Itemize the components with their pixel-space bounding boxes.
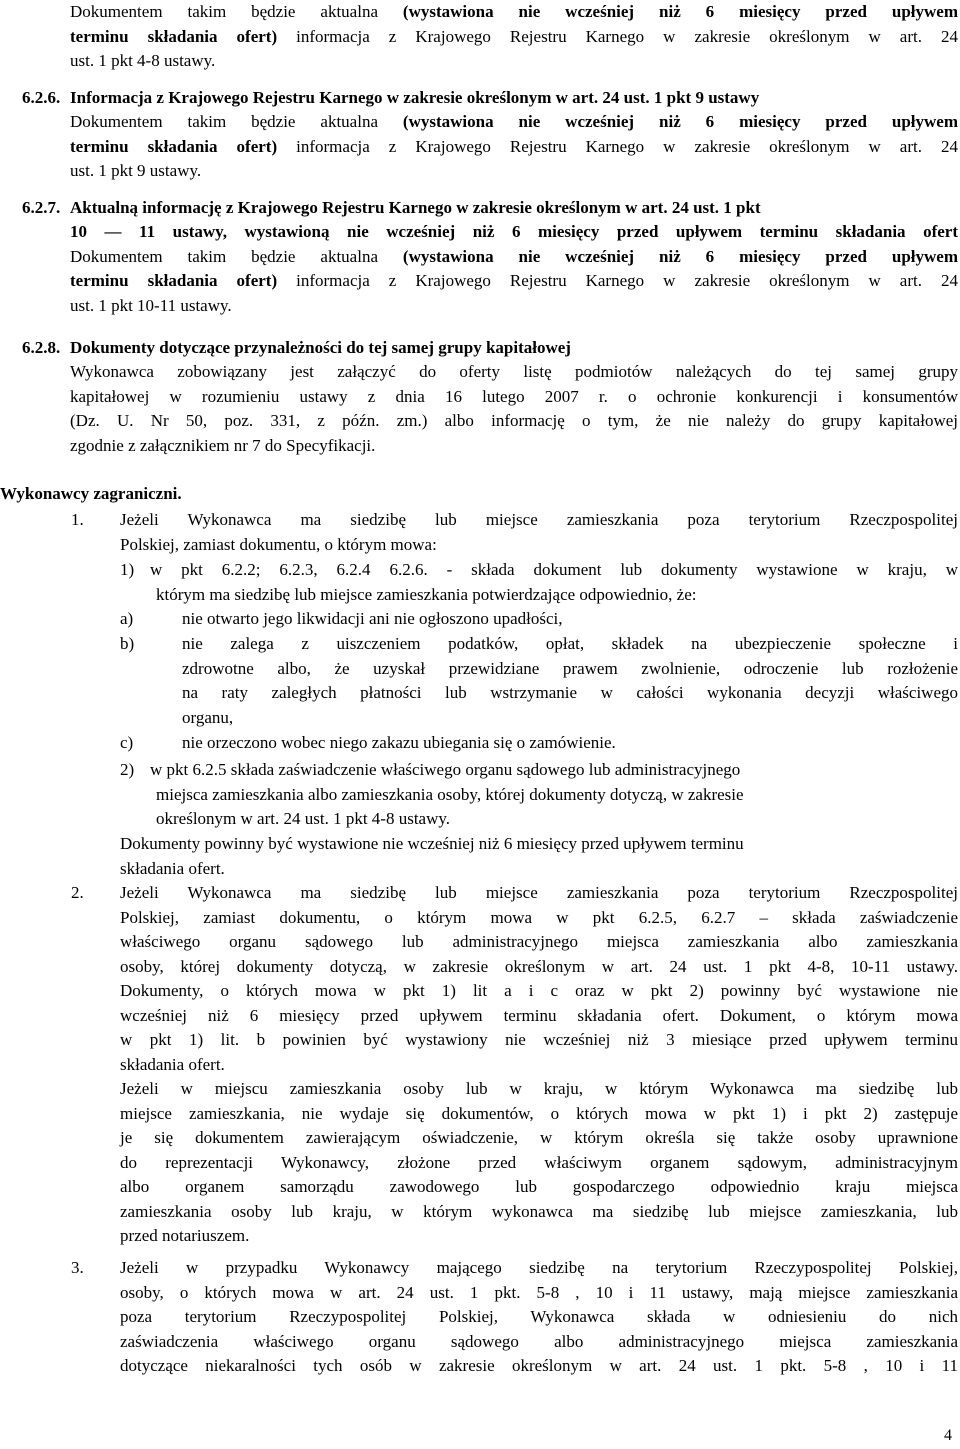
foreign-contractors-heading: Wykonawcy zagraniczni.: [0, 484, 182, 503]
section-number: 6.2.6.: [22, 88, 61, 107]
text-bold: terminu składania ofert): [70, 26, 278, 46]
item-3-line: Jeżeli w przypadku Wykonawcy mającego siedzibę na terytorium Rzeczypospolitej Polskiej,: [120, 1258, 958, 1277]
page-number: 4: [944, 1427, 952, 1444]
sub-b-line-3: na raty zaległych płatności lub wstrzymanie w całości wykonania decyzji właściwego: [182, 683, 958, 702]
text: Dokumentem takim będzie aktualna: [70, 246, 403, 266]
top-line-3: ust. 1 pkt 4-8 ustawy.: [70, 51, 216, 70]
sub-a-marker: a): [120, 609, 134, 628]
item-2-line: właściwego organu sądowego lub administracyjnego miejsca zamieszkania albo zamieszkania: [120, 932, 958, 951]
sub-2-line-1: w pkt 6.2.5 składa zaświadczenie właściwego organu sądowego lub administracyjnego: [150, 760, 741, 779]
item-2-line: przed notariuszem.: [120, 1226, 250, 1245]
item-2-line: wcześniej niż 6 miesięcy przed upływem terminu składania ofert. Dokument, o którym mowa: [120, 1005, 958, 1025]
item-1-body: [120, 508, 958, 557]
item-2-line: składania ofert.: [120, 1054, 225, 1074]
s628-line-4: zgodnie z załącznikiem nr 7 do Specyfikacji.: [70, 435, 376, 455]
text-bold: (wystawiona nie wcześniej niż 6 miesięcy przed upływem: [402, 246, 958, 266]
sub-1-line-2: którym ma siedzibę lub miejsce zamieszkania potwierdzające odpowiednio, że:: [156, 584, 697, 604]
item-2-body: [120, 881, 958, 1249]
item-2-line: miejsce zamieszkania, nie wydaje się dokumentów, o których mowa w pkt 1) i pkt 2) zastępuje: [120, 1103, 958, 1123]
item-2-line: je się dokumentem zawierającym oświadczenie, w którym określa się także osoby uprawnione: [120, 1128, 958, 1147]
sub-a-text: nie otwarto jego likwidacji ani nie ogłoszono upadłości,: [182, 609, 563, 628]
item-1-marker: 1.: [71, 510, 84, 529]
section-6-2-7-body: [70, 220, 958, 318]
item-1-tail-line-2: składania ofert.: [120, 858, 225, 878]
text: Dokumentem takim będzie aktualna: [70, 112, 403, 131]
item-3-line: poza terytorium Rzeczypospolitej Polskiej, Wykonawca składa w odniesieniu do nich: [120, 1307, 958, 1326]
sub-b-marker: b): [120, 634, 135, 653]
item-2-line: do reprezentacji Wykonawcy, złożone przed właściwym organem sądowym, administracyjnym: [120, 1152, 958, 1172]
item-2-line: Jeżeli Wykonawca ma siedzibę lub miejsce zamieszkania poza terytorium Rzeczpospolitej: [120, 883, 958, 902]
section-number: 6.2.8.: [22, 338, 61, 357]
section-number: 6.2.7.: [22, 198, 61, 217]
section-6-2-8-heading: [22, 336, 958, 361]
s626-line-3: ust. 1 pkt 9 ustawy.: [70, 161, 202, 180]
item-2-line: albo organem samorządu zawodowego lub gospodarczego odpowiednio kraju miejsca: [120, 1177, 958, 1196]
item-3-marker: 3.: [71, 1258, 84, 1277]
section-6-2-6-heading: [22, 86, 958, 111]
s626-line-2: [70, 135, 958, 160]
item-3-line: zaświadczenia właściwego organu sądowego albo administracyjnego miejsca zamieszkania: [120, 1331, 958, 1351]
section-title: Informacja z Krajowego Rejestru Karnego w zakresie określonym w art. 24 ust. 1 pkt 9 ustawy: [70, 88, 760, 107]
section-title: Aktualną informację z Krajowego Rejestru Karnego w zakresie określonym w art. 24 ust. 1 pkt: [70, 198, 761, 217]
top-line-2: [70, 25, 958, 50]
section-6-2-6-body: [70, 110, 958, 184]
item-1-tail: [120, 832, 920, 881]
item-2-line: Polskiej, zamiast dokumentu, o którym mowa w pkt 6.2.5, 6.2.7 – składa zaświadczenie: [120, 907, 958, 927]
s627-line-3: ust. 1 pkt 10-11 ustawy.: [70, 295, 232, 315]
sub-1-line-1: w pkt 6.2.2; 6.2.3, 6.2.4 6.2.6. - składa dokument lub dokumenty wystawione w kraju, w: [150, 560, 958, 579]
item-2-line: Dokumenty, o których mowa w pkt 1) lit a i c oraz w pkt 2) powinny być wystawione nie: [120, 981, 958, 1000]
section-6-2-8-body: [70, 360, 958, 458]
text: Dokumentem takim będzie aktualna: [70, 2, 403, 21]
s627-title-line-2: 10 — 11 ustawy, wystawioną nie wcześniej niż 6 miesięcy przed upływem terminu składania ofert: [70, 222, 958, 241]
top-paragraph: [70, 0, 958, 74]
s626-line-1: [70, 110, 958, 135]
item-1-tail-line-1: Dokumenty powinny być wystawione nie wcześniej niż 6 miesięcy przed upływem terminu: [120, 834, 744, 853]
text-bold: (wystawiona nie wcześniej niż 6 miesięcy przed upływem: [402, 112, 958, 131]
sub-2-body: [150, 758, 910, 832]
top-line-1: [70, 0, 958, 25]
sub-b-line-2: zdrowotne albo, że uzyskał przewidziane prawem zwolnienie, odroczenie lub rozłożenie: [182, 658, 958, 678]
text: informacja z Krajowego Rejestru Karnego w zakresie określonym w art. 24: [277, 26, 958, 46]
section-6-2-7-heading: [22, 196, 958, 221]
s628-line-1: Wykonawca zobowiązany jest załączyć do oferty listę podmiotów należących do tej samej grupy: [70, 362, 958, 381]
s627-line-1: [70, 245, 958, 270]
section-title: Dokumenty dotyczące przynależności do tej samej grupy kapitałowej: [70, 338, 571, 357]
sub-c-marker: c): [120, 733, 134, 752]
item-3-body: [120, 1256, 958, 1379]
item-1-line-2: Polskiej, zamiast dokumentu, o którym mowa:: [120, 534, 437, 554]
item-2-line: zamieszkania osoby lub kraju, w którym wykonawca ma siedzibę lub miejsce zamieszkania, lub: [120, 1201, 958, 1221]
item-2-line: Jeżeli w miejscu zamieszkania osoby lub w kraju, w którym Wykonawca ma siedzibę lub: [120, 1079, 958, 1098]
sub-b-line-4: organu,: [182, 707, 234, 727]
text: informacja z Krajowego Rejestru Karnego w zakresie określonym w art. 24: [277, 271, 958, 290]
item-3-line: osoby, o których mowa w art. 24 ust. 1 pkt. 5-8 , 10 i 11 ustawy, mają miejsce zamieszkania: [120, 1282, 958, 1302]
sub-1-body: [150, 558, 958, 607]
sub-1-marker: 1): [120, 560, 135, 579]
text-bold: (wystawiona nie wcześniej niż 6 miesięcy przed upływem: [402, 2, 958, 21]
sub-b-line-1: nie zalega z uiszczeniem podatków, opłat, składek na ubezpieczenie społeczne i: [182, 634, 958, 653]
s627-line-2: [70, 269, 958, 294]
item-2-marker: 2.: [71, 883, 84, 902]
s628-line-2: kapitałowej w rozumieniu ustawy z dnia 16 lutego 2007 r. o ochronie konkurencji i konsumentów: [70, 386, 958, 406]
item-2-line: osoby, której dokumenty dotyczą, w zakresie określonym w art. 24 ust. 1 pkt 4-8, 10-11 ustawy.: [120, 956, 958, 976]
sub-2-line-2: miejsca zamieszkania albo zamieszkania osoby, której dokumenty dotyczą, w zakresie: [156, 784, 744, 804]
sub-2-marker: 2): [120, 760, 135, 779]
sub-b-body: [182, 632, 958, 730]
text-bold: terminu składania ofert): [70, 136, 278, 156]
sub-c-text: nie orzeczono wobec niego zakazu ubiegania się o zamówienie.: [182, 733, 616, 752]
text-bold: terminu składania ofert): [70, 271, 278, 290]
item-2-line: w pkt 1) lit. b powinien być wystawiony nie wcześniej niż 3 miesiące przed upływem terminu: [120, 1030, 958, 1049]
sub-2-line-3: określonym w art. 24 ust. 1 pkt 4-8 ustawy.: [156, 809, 451, 828]
text: informacja z Krajowego Rejestru Karnego w zakresie określonym w art. 24: [277, 136, 958, 156]
item-3-line: dotyczące niekaralności tych osób w zakresie określonym w art. 24 ust. 1 pkt. 5-8 , 10 i 11: [120, 1356, 958, 1375]
s628-line-3: (Dz. U. Nr 50, poz. 331, z późn. zm.) albo informację o tym, że nie należy do grupy kapitałowej: [70, 411, 958, 430]
item-1-line-1: Jeżeli Wykonawca ma siedzibę lub miejsce zamieszkania poza terytorium Rzeczpospolitej: [120, 510, 958, 529]
